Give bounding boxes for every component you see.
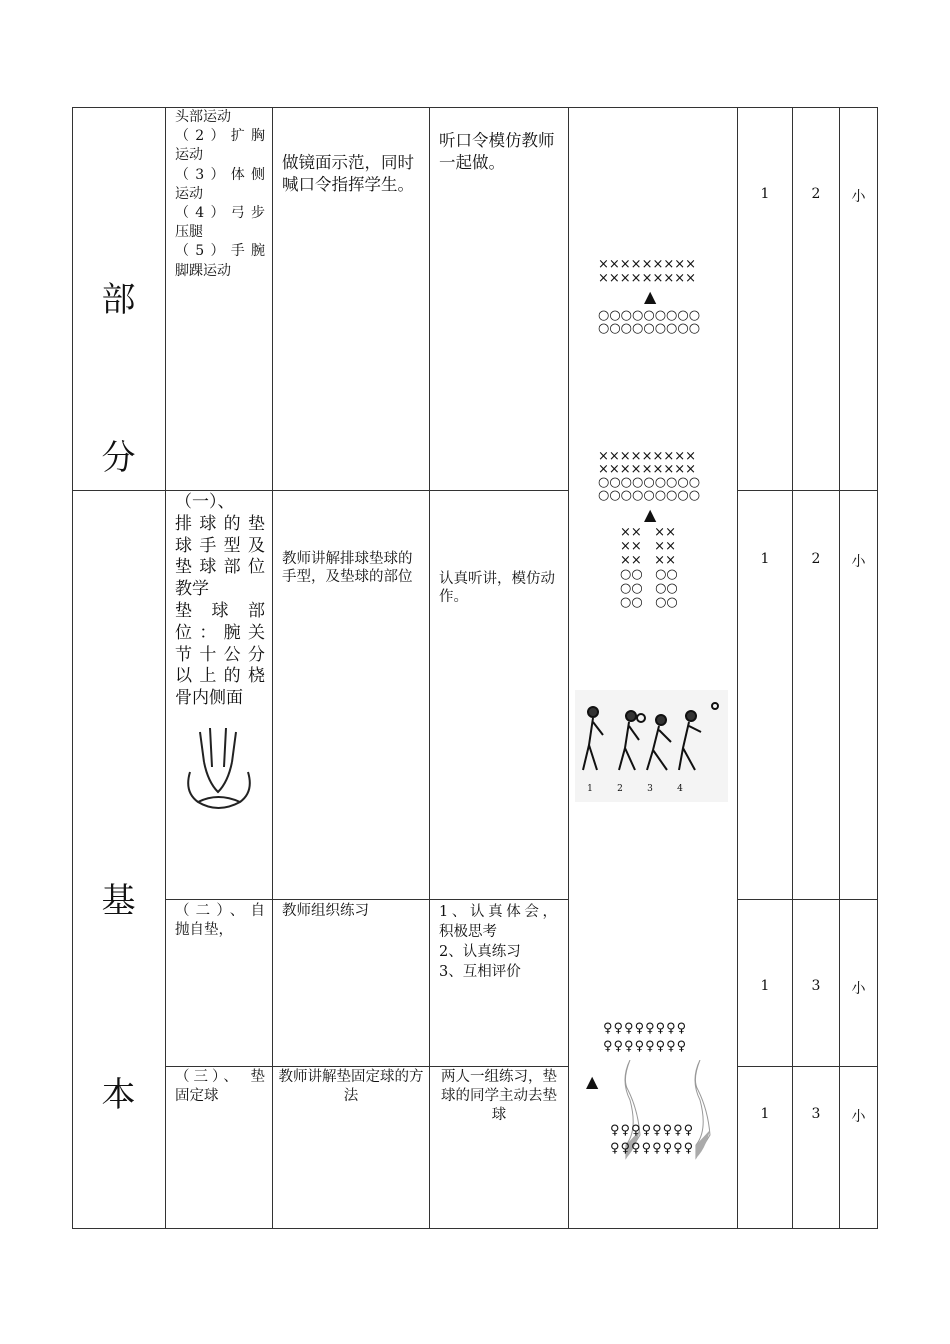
student-activity (439, 902, 557, 982)
formation-female-row: ♀♀♀♀♀♀♀♀ (610, 1123, 695, 1138)
passing-sequence-photo (575, 690, 728, 802)
content-line: （一）、 (175, 492, 235, 512)
col-divider (737, 107, 738, 1229)
warmup-content (175, 108, 265, 281)
student-line: 积极思考 (439, 924, 497, 940)
content-line: 以上的桡 (175, 666, 265, 687)
content-line: （3）体侧 (175, 166, 265, 183)
formation-students-x: ××××××××× (598, 257, 697, 272)
formation-pairs-x: ×× ×× (620, 539, 676, 554)
photo-labels (575, 784, 695, 794)
section-label-char: 基 (101, 881, 136, 921)
content-line: 运动 (175, 185, 203, 202)
intensity: 小 (851, 554, 866, 570)
student-activity: 听口令模仿教师一起做。 (439, 131, 555, 172)
intensity: 小 (851, 189, 866, 205)
formation-female-row: ♀♀♀♀♀♀♀♀ (603, 1021, 688, 1036)
content-fixed-ball (175, 1068, 265, 1106)
content-line: 抛自垫， (175, 922, 233, 938)
count: 1 (760, 1106, 770, 1122)
formation-students-o: ○○○○○○○○○ (598, 308, 701, 323)
photo-label: 1 (587, 784, 593, 794)
content-line: （三）、 垫 (175, 1069, 265, 1085)
count: 1 (760, 186, 770, 202)
minutes: 3 (811, 978, 821, 994)
table-border-bottom (72, 1228, 878, 1229)
count: 1 (760, 978, 770, 994)
col-divider (568, 107, 569, 1229)
content-line: 压腿 (175, 224, 203, 241)
intensity: 小 (851, 1109, 866, 1125)
content-line: 垫球部位 (175, 557, 265, 578)
minutes: 2 (811, 186, 821, 202)
formation-students-x: ××××××××× (598, 271, 697, 286)
minutes: 3 (811, 1106, 821, 1122)
student-activity: 两人一组练习，垫球的同学主动去垫球 (441, 1069, 557, 1123)
formation-female-row: ♀♀♀♀♀♀♀♀ (610, 1141, 695, 1156)
section-label-char: 分 (101, 438, 136, 478)
content-line: 垫 球 部 (175, 600, 265, 621)
formation-students-o: ○○○○○○○○○ (598, 321, 701, 336)
section-label-char: 本 (101, 1075, 136, 1115)
formation-students-o: ○○○○○○○○○ (598, 475, 701, 490)
content-self-toss (175, 902, 265, 940)
formation-students-o: ○○○○○○○○○ (598, 488, 701, 503)
content-line: （二）、自 (175, 903, 265, 919)
teacher-activity: 做镜面示范，同时喊口令指挥学生。 (282, 153, 414, 194)
formation-pairs-o: ○○ ○○ (620, 567, 678, 582)
row-divider (737, 490, 878, 491)
content-line: 骨内侧面 (175, 688, 243, 709)
col-divider (272, 107, 273, 1229)
row-divider (165, 899, 568, 900)
student-activity: 认真听讲，模仿动作。 (439, 571, 555, 605)
content-line: 脚踝运动 (175, 262, 231, 279)
teacher-triangle-icon: ▲ (644, 287, 657, 306)
student-line: 1、认真体会， (439, 904, 557, 920)
col-divider (877, 107, 878, 1229)
formation-students-x: ××××××××× (598, 462, 697, 477)
student-line: 3、互相评价 (439, 964, 521, 980)
formation-pairs-x: ×× ×× (620, 525, 676, 540)
content-line: （5）手腕 (175, 243, 265, 260)
formation-pairs-x: ×× ×× (620, 553, 676, 568)
photo-label: 3 (647, 784, 653, 794)
content-passing (175, 492, 265, 710)
content-line: （2）扩胸 (175, 128, 265, 145)
formation-pairs-o: ○○ ○○ (620, 595, 678, 610)
content-line: 固定球 (175, 1088, 219, 1104)
photo-label: 4 (677, 784, 683, 794)
col-divider (165, 107, 166, 1229)
content-line: 球手型及 (175, 535, 265, 556)
col-divider (792, 107, 793, 1229)
row-divider (737, 899, 878, 900)
col-divider (429, 107, 430, 1229)
player-figures-illustration (575, 690, 728, 780)
section-label-char: 部 (101, 280, 136, 320)
content-line: 头部运动 (175, 109, 231, 125)
formation-pairs-o: ○○ ○○ (620, 581, 678, 596)
intensity: 小 (851, 981, 866, 997)
minutes: 2 (811, 551, 821, 567)
photo-label: 2 (617, 784, 623, 794)
row-divider (165, 1066, 568, 1067)
student-line: 2、认真练习 (439, 944, 521, 960)
formation-students-x: ××××××××× (598, 449, 697, 464)
content-line: 运动 (175, 147, 203, 164)
row-divider (72, 490, 568, 491)
formation-female-row: ♀♀♀♀♀♀♀♀ (603, 1039, 688, 1054)
hand-position-illustration (178, 722, 262, 818)
teacher-activity: 教师组织练习 (282, 903, 369, 919)
col-divider (839, 107, 840, 1229)
count: 1 (760, 551, 770, 567)
content-line: （4）弓步 (175, 205, 265, 222)
content-line: 教学 (175, 579, 209, 600)
content-line: 位：腕关 (175, 622, 265, 643)
row-divider (737, 1066, 878, 1067)
teacher-activity: 教师讲解垫固定球的方法 (278, 1069, 424, 1104)
teacher-activity: 教师讲解排球垫球的手型，及垫球的部位 (282, 551, 413, 585)
content-line: 节十公分 (175, 644, 265, 665)
teacher-triangle-icon: ▲ (586, 1072, 599, 1091)
teacher-triangle-icon: ▲ (644, 505, 657, 524)
content-line: 排球的垫 (175, 513, 265, 534)
